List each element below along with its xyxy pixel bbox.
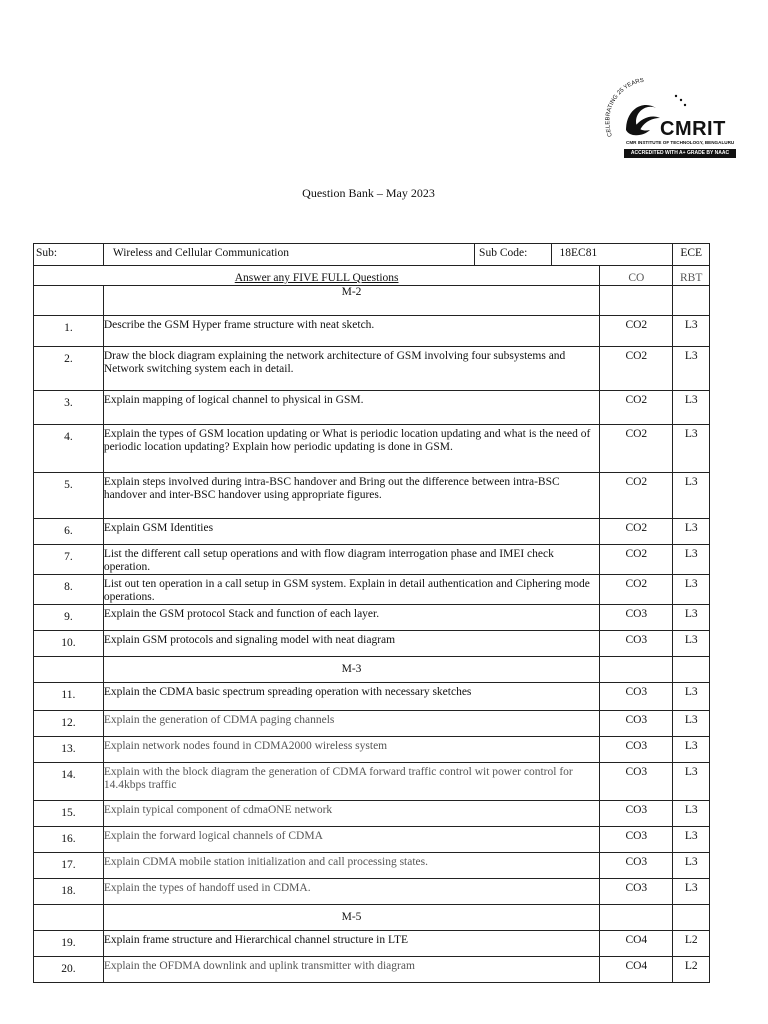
question-co: CO2 (600, 316, 673, 347)
question-co: CO3 (600, 711, 673, 737)
question-rbt: L3 (673, 347, 710, 391)
question-number: 16. (34, 827, 104, 853)
question-text: Draw the block diagram explaining the network architecture of GSM involving four subsystems and Network switching system each in detail. (103, 347, 599, 391)
module-blank (600, 905, 673, 931)
question-text: Explain the GSM protocol Stack and function of each layer. (103, 605, 599, 631)
logo-name: CMRIT (660, 118, 726, 140)
question-row (34, 425, 710, 473)
question-text: Explain the types of handoff used in CDMA. (103, 879, 599, 905)
question-rbt: L3 (673, 605, 710, 631)
question-rbt: L2 (673, 931, 710, 957)
question-number: 2. (34, 347, 104, 391)
dept-value: ECE (673, 244, 710, 266)
question-text: List the different call setup operations and with flow diagram interrogation phase and IMEI check operation. (103, 545, 599, 575)
question-number: 11. (34, 683, 104, 711)
module-blank (34, 905, 104, 931)
question-row (34, 879, 710, 905)
question-text: Explain the CDMA basic spectrum spreading operation with necessary sketches (103, 683, 599, 711)
question-row (34, 316, 710, 347)
question-co: CO3 (600, 737, 673, 763)
question-co: CO4 (600, 931, 673, 957)
subject-row (34, 244, 710, 266)
question-row (34, 957, 710, 983)
question-co: CO3 (600, 683, 673, 711)
question-number: 18. (34, 879, 104, 905)
question-rbt: L3 (673, 737, 710, 763)
question-rbt: L3 (673, 545, 710, 575)
naac-badge: ACCREDITED WITH A+ GRADE BY NAAC (624, 149, 736, 158)
question-table (33, 243, 710, 983)
sub-label: Sub: (34, 244, 104, 266)
question-number: 7. (34, 545, 104, 575)
page-title: Question Bank – May 2023 (302, 186, 435, 200)
question-row (34, 801, 710, 827)
module-blank (600, 657, 673, 683)
question-co: CO2 (600, 391, 673, 425)
question-number: 13. (34, 737, 104, 763)
question-co: CO3 (600, 801, 673, 827)
module-label: M-2 (103, 286, 599, 316)
question-rbt: L3 (673, 763, 710, 801)
question-rbt: L3 (673, 683, 710, 711)
module-blank (34, 286, 104, 316)
question-rbt: L3 (673, 879, 710, 905)
question-rbt: L3 (673, 853, 710, 879)
question-row (34, 473, 710, 519)
question-co: CO2 (600, 425, 673, 473)
question-number: 3. (34, 391, 104, 425)
logo-subtitle: CMR INSTITUTE OF TECHNOLOGY, BENGALURU (626, 140, 735, 145)
module-label: M-5 (103, 905, 599, 931)
question-text: Explain with the block diagram the generation of CDMA forward traffic control wit power control for 14.4kbps traffic (103, 763, 599, 801)
question-text: Explain GSM protocols and signaling model with neat diagram (103, 631, 599, 657)
question-number: 9. (34, 605, 104, 631)
question-co: CO2 (600, 347, 673, 391)
sub-code-label: Sub Code: (475, 244, 551, 266)
question-row (34, 519, 710, 545)
question-row (34, 763, 710, 801)
question-co: CO2 (600, 473, 673, 519)
module-row (34, 286, 710, 316)
question-co: CO3 (600, 605, 673, 631)
question-row (34, 737, 710, 763)
module-blank (673, 286, 710, 316)
question-co: CO3 (600, 853, 673, 879)
sub-value: Wireless and Cellular Communication (103, 244, 474, 266)
question-row (34, 605, 710, 631)
question-number: 1. (34, 316, 104, 347)
cmrit-logo (604, 78, 742, 164)
question-rbt: L3 (673, 316, 710, 347)
question-co: CO2 (600, 575, 673, 605)
question-text: Explain network nodes found in CDMA2000 wireless system (103, 737, 599, 763)
module-label: M-3 (103, 657, 599, 683)
question-rbt: L3 (673, 827, 710, 853)
question-co: CO2 (600, 545, 673, 575)
module-row (34, 905, 710, 931)
logo-arc-text: CELEBRATING 25 YEARS (605, 78, 645, 138)
question-number: 20. (34, 957, 104, 983)
question-text: Explain the types of GSM location updating or What is periodic location updating and what is the need of periodic location updating? Explain how periodic updating is done in GSM. (103, 425, 599, 473)
question-rbt: L3 (673, 711, 710, 737)
question-rbt: L3 (673, 391, 710, 425)
question-rbt: L2 (673, 957, 710, 983)
module-row (34, 657, 710, 683)
question-row (34, 631, 710, 657)
question-row (34, 545, 710, 575)
question-number: 17. (34, 853, 104, 879)
question-number: 12. (34, 711, 104, 737)
module-blank (600, 286, 673, 316)
question-number: 15. (34, 801, 104, 827)
question-rbt: L3 (673, 631, 710, 657)
question-row (34, 347, 710, 391)
question-co: CO3 (600, 763, 673, 801)
question-text: Explain frame structure and Hierarchical channel structure in LTE (103, 931, 599, 957)
question-number: 8. (34, 575, 104, 605)
question-rbt: L3 (673, 425, 710, 473)
module-blank (34, 657, 104, 683)
question-text: Explain the OFDMA downlink and uplink transmitter with diagram (103, 957, 599, 983)
question-number: 14. (34, 763, 104, 801)
question-text: Explain CDMA mobile station initialization and call processing states. (103, 853, 599, 879)
question-number: 5. (34, 473, 104, 519)
question-rbt: L3 (673, 575, 710, 605)
sub-code-value: 18EC81 (551, 244, 673, 266)
question-co: CO3 (600, 879, 673, 905)
question-row (34, 711, 710, 737)
question-text: Describe the GSM Hyper frame structure with neat sketch. (103, 316, 599, 347)
question-co: CO3 (600, 827, 673, 853)
question-row (34, 827, 710, 853)
question-row (34, 931, 710, 957)
question-number: 6. (34, 519, 104, 545)
question-number: 10. (34, 631, 104, 657)
question-co: CO3 (600, 631, 673, 657)
question-rbt: L3 (673, 801, 710, 827)
question-text: Explain mapping of logical channel to physical in GSM. (103, 391, 599, 425)
question-row (34, 391, 710, 425)
question-co: CO2 (600, 519, 673, 545)
question-rbt: L3 (673, 473, 710, 519)
question-row (34, 575, 710, 605)
co-header: CO (600, 266, 673, 286)
module-blank (673, 905, 710, 931)
question-text: Explain the generation of CDMA paging channels (103, 711, 599, 737)
question-rbt: L3 (673, 519, 710, 545)
instruction-row (34, 266, 710, 286)
module-blank (673, 657, 710, 683)
instruction: Answer any FIVE FULL Questions (34, 266, 600, 286)
rbt-header: RBT (673, 266, 710, 286)
question-text: Explain steps involved during intra-BSC handover and Bring out the difference between intra-BSC handover and inter-BSC handover using appropriate figures. (103, 473, 599, 519)
question-row (34, 683, 710, 711)
question-number: 19. (34, 931, 104, 957)
question-number: 4. (34, 425, 104, 473)
question-text: Explain GSM Identities (103, 519, 599, 545)
question-text: Explain the forward logical channels of CDMA (103, 827, 599, 853)
question-row (34, 853, 710, 879)
question-text: Explain typical component of cdmaONE network (103, 801, 599, 827)
question-text: List out ten operation in a call setup in GSM system. Explain in detail authentication and Ciphering mode operations. (103, 575, 599, 605)
question-co: CO4 (600, 957, 673, 983)
